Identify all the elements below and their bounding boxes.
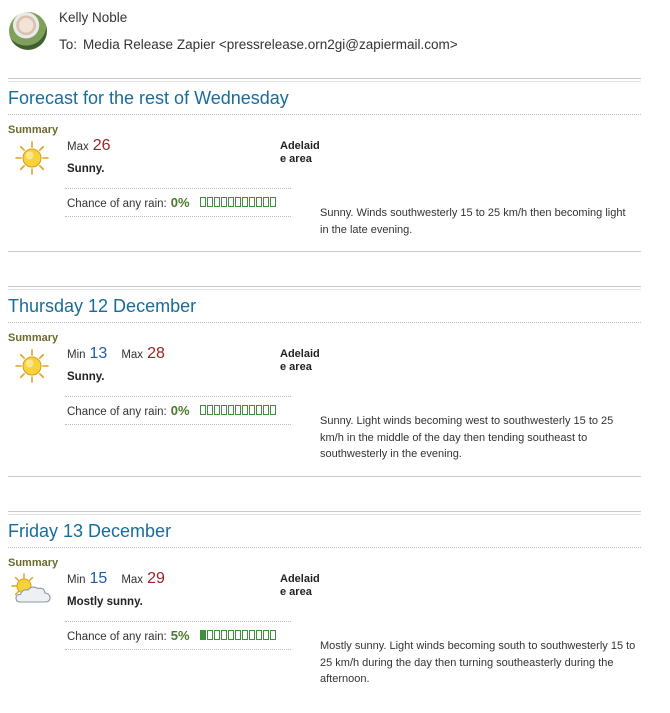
rain-bar-cell [249,197,255,207]
recipient-address[interactable]: Media Release Zapier <pressrelease.orn2gi@zapiermail.com> [83,37,458,52]
condition-text: Mostly sunny. [67,596,143,608]
rain-bar-cell [242,630,248,640]
rain-chance-value: 0% [170,195,190,210]
sunny-icon [14,348,50,389]
rain-bar-cell [200,630,206,640]
rain-label: Chance of any rain: [67,631,167,643]
rain-bar-cell [263,630,269,640]
max-label: Max [121,574,144,586]
rain-bar-cell [242,197,248,207]
section-divider [8,511,641,515]
condition-text: Sunny. [67,371,105,383]
area-divider [65,621,291,622]
rain-bar-cell [256,197,262,207]
rain-bar-cell [270,405,276,415]
rain-divider [65,649,291,650]
forecast-section-today [8,78,641,256]
forecast-description: Sunny. Winds southwesterly 15 to 25 km/h then becoming light in the late evening. [320,207,626,236]
day-title: Friday 13 December [8,521,172,541]
temperature-range [67,345,165,363]
temperature-range [67,137,111,155]
summary-label: Summary [8,557,59,569]
min-label: Min [67,349,86,361]
section-bottom-rule [8,251,641,252]
area-name: Adelaide area [280,140,320,165]
section-divider [8,286,641,290]
email-header [0,0,670,70]
recipient-line [59,37,458,52]
avatar[interactable] [9,12,47,50]
mostly-sunny-icon [10,573,52,612]
rain-bar-cell [242,405,248,415]
rain-divider [65,216,291,217]
min-temperature: 13 [89,345,108,362]
max-temperature: 29 [147,570,165,587]
forecast-section-friday [8,511,641,711]
rain-bar-cell [228,197,234,207]
rain-divider [65,424,291,425]
rain-bar-cell [228,630,234,640]
to-label: To: [59,37,78,52]
sender-name[interactable]: Kelly Noble [59,10,128,25]
day-title: Forecast for the rest of Wednesday [8,88,289,108]
rain-bar-cell [200,197,206,207]
summary-label: Summary [8,124,59,136]
rain-chance-value: 0% [170,403,190,418]
rain-bar-cell [214,405,220,415]
min-temperature: 15 [89,570,108,587]
section-divider [8,78,641,82]
rain-bar-cell [207,405,213,415]
rain-bar-cell [270,197,276,207]
rain-bar-cell [214,197,220,207]
area-name: Adelaide area [280,348,320,373]
max-label: Max [67,141,89,153]
min-label: Min [67,574,86,586]
forecast-section-thursday [8,286,641,482]
rain-bar-cell [235,630,241,640]
rain-chance-bar [200,405,277,415]
rain-bar-cell [221,630,227,640]
max-temperature: 26 [92,137,111,154]
area-divider [65,188,291,189]
title-divider [8,547,641,548]
rain-bar-cell [270,630,276,640]
rain-bar-cell [221,197,227,207]
forecast-description: Mostly sunny. Light winds becoming south to southwesterly 15 to 25 km/h during the day then turning southeasterly during the afternoon. [320,640,636,685]
rain-bar-cell [235,197,241,207]
rain-label: Chance of any rain: [67,406,167,418]
condition-text: Sunny. [67,163,105,175]
max-label: Max [121,349,144,361]
rain-bar-cell [200,405,206,415]
rain-bar-cell [263,405,269,415]
rain-chance-row [67,628,277,643]
rain-chance-value: 5% [170,628,190,643]
rain-bar-cell [221,405,227,415]
summary-label: Summary [8,332,59,344]
sunny-icon [14,140,50,181]
temperature-range [67,570,165,588]
rain-bar-cell [256,630,262,640]
area-name: Adelaide area [280,573,320,598]
area-divider [65,396,291,397]
rain-bar-cell [249,405,255,415]
rain-bar-cell [207,630,213,640]
title-divider [8,322,641,323]
rain-bar-cell [214,630,220,640]
rain-label: Chance of any rain: [67,198,167,210]
rain-bar-cell [235,405,241,415]
rain-bar-cell [207,197,213,207]
title-divider [8,114,641,115]
section-bottom-rule [8,476,641,477]
rain-chance-row [67,195,277,210]
rain-bar-cell [263,197,269,207]
rain-bar-cell [256,405,262,415]
rain-bar-cell [249,630,255,640]
forecast-description: Sunny. Light winds becoming west to southwesterly 15 to 25 km/h in the middle of the day then tending southeast to southwesterly in the evening. [320,415,614,460]
rain-chance-row [67,403,277,418]
rain-chance-bar [200,630,277,640]
rain-chance-bar [200,197,277,207]
rain-bar-cell [228,405,234,415]
day-title: Thursday 12 December [8,296,197,316]
max-temperature: 28 [147,345,165,362]
